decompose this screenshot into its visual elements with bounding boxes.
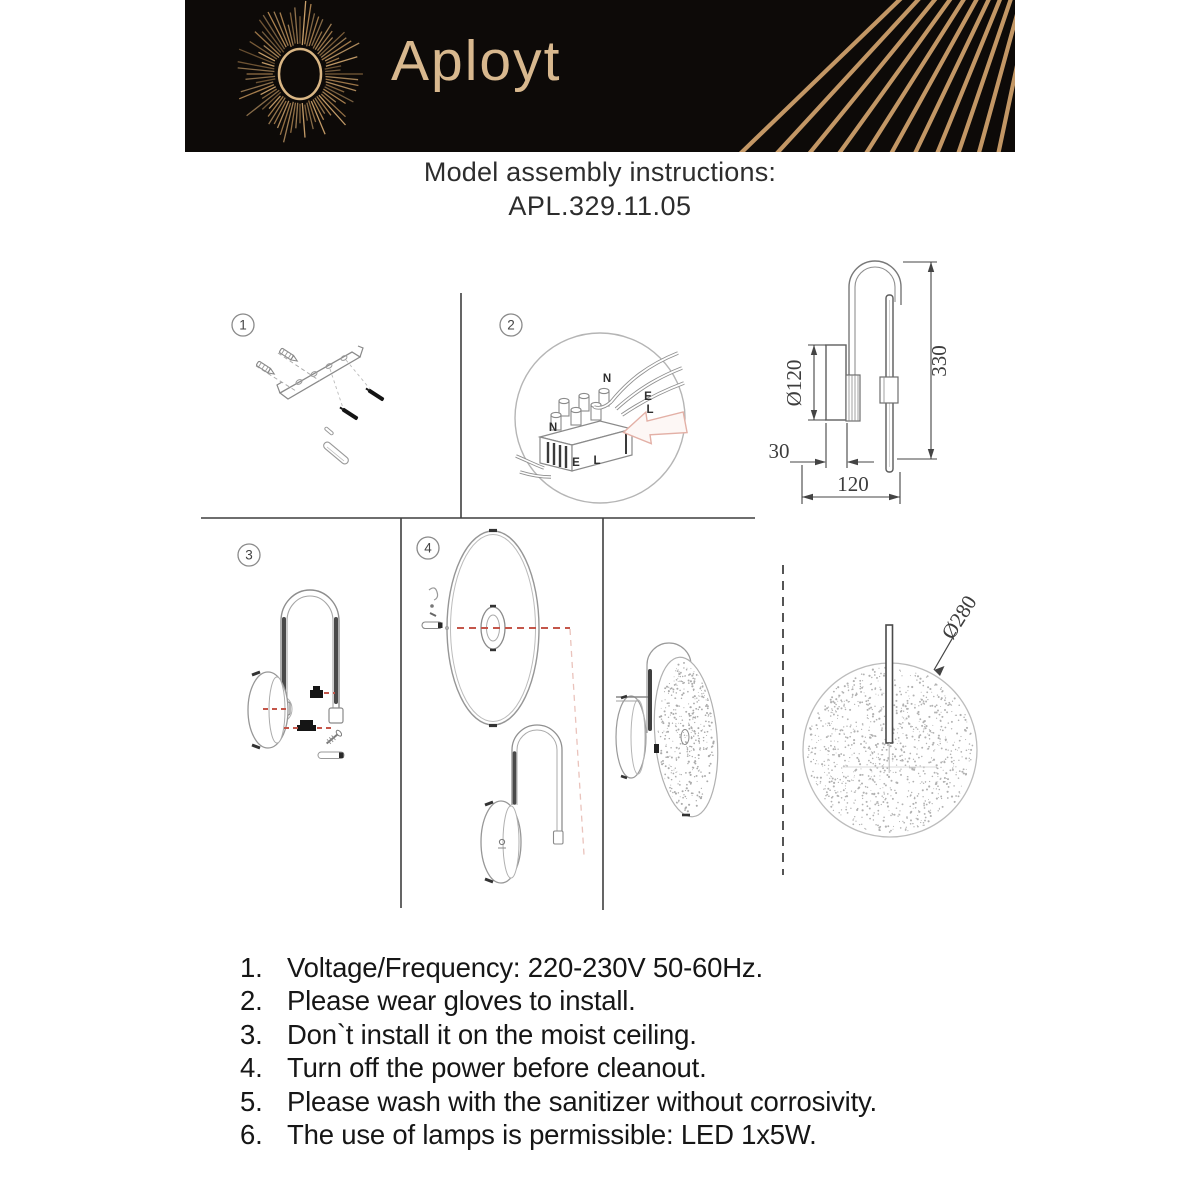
instruction-text: Voltage/Frequency: 220-230V 50-60Hz. xyxy=(287,952,763,983)
dim-plate-diameter xyxy=(808,345,826,420)
step4-number: 4 xyxy=(424,540,432,556)
dim-label-wall-offset: 30 xyxy=(768,439,790,463)
instruction-number: 5. xyxy=(240,1085,263,1117)
wire-label-l-right: L xyxy=(646,404,654,416)
sunburst-logo-icon xyxy=(238,1,363,142)
panel-dividers xyxy=(201,293,755,910)
assembly-diagrams xyxy=(180,225,1020,945)
brand-banner xyxy=(185,0,1015,152)
model-number: APL.329.11.05 xyxy=(508,191,692,221)
safety-instructions xyxy=(185,951,1065,1151)
stem-tube xyxy=(886,625,893,743)
step3-assembly-diagram xyxy=(248,590,344,759)
banner-art xyxy=(185,0,1015,152)
step1-badge xyxy=(232,314,254,336)
step1-number: 1 xyxy=(239,317,247,333)
instruction-row xyxy=(185,1118,1065,1151)
step3-number: 3 xyxy=(245,547,253,563)
lamp-body xyxy=(481,725,563,883)
dimension-drawing xyxy=(769,261,952,504)
instruction-number: 1. xyxy=(240,952,263,983)
guide-faint xyxy=(570,629,584,855)
title-block xyxy=(185,157,1015,222)
wire-label-n-left: N xyxy=(548,422,558,434)
bottom-screw xyxy=(318,729,344,758)
instruction-text: Turn off the power before cleanout. xyxy=(287,1052,707,1084)
instruction-number: 3. xyxy=(240,1018,263,1050)
step2-number: 2 xyxy=(507,317,515,333)
small-fixing-parts xyxy=(422,588,449,630)
small-bracket-part xyxy=(322,427,350,466)
dim-label-width: 120 xyxy=(837,472,869,496)
brand-name: Aployt xyxy=(391,29,562,93)
instruction-text: The use of lamps is permissible: LED 1x5W. xyxy=(287,1119,817,1151)
dim-label-plate-diameter: Ø120 xyxy=(782,359,806,407)
instruction-number: 6. xyxy=(240,1119,263,1151)
wire-label-l-bottom: L xyxy=(593,455,601,467)
shade-front-view xyxy=(783,565,982,875)
instruction-row xyxy=(185,1085,1065,1118)
step-badges xyxy=(232,314,522,566)
instruction-text: Please wear gloves to install. xyxy=(287,985,636,1017)
instruction-row xyxy=(185,1018,1065,1051)
wire-label-e-right: E xyxy=(644,391,652,403)
instruction-row xyxy=(185,1051,1065,1084)
step1-mounting-diagram xyxy=(256,346,385,465)
step4-assembly-diagram xyxy=(422,531,724,884)
wire-label-n-top: N xyxy=(602,373,612,385)
instruction-text: Please wash with the sanitizer without corrosivity. xyxy=(287,1085,877,1117)
page-title: Model assembly instructions: xyxy=(423,157,777,187)
dim-wall-offset xyxy=(790,423,874,468)
step2-wiring-diagram xyxy=(515,333,688,503)
instruction-number: 2. xyxy=(240,985,263,1017)
step3-badge xyxy=(238,544,260,566)
dim-label-height: 330 xyxy=(927,345,951,377)
step2-badge xyxy=(500,314,522,336)
dim-label-shade-diameter: Ø280 xyxy=(936,591,982,644)
instruction-row xyxy=(185,984,1065,1017)
instruction-row xyxy=(185,951,1065,984)
instruction-number: 4. xyxy=(240,1052,263,1084)
wall-plate-side xyxy=(826,345,846,420)
assembled-lamp xyxy=(616,643,724,819)
wire-label-e-bottom: E xyxy=(572,457,580,469)
step4-badge xyxy=(417,537,439,559)
instruction-text: Don`t install it on the moist ceiling. xyxy=(287,1018,697,1050)
